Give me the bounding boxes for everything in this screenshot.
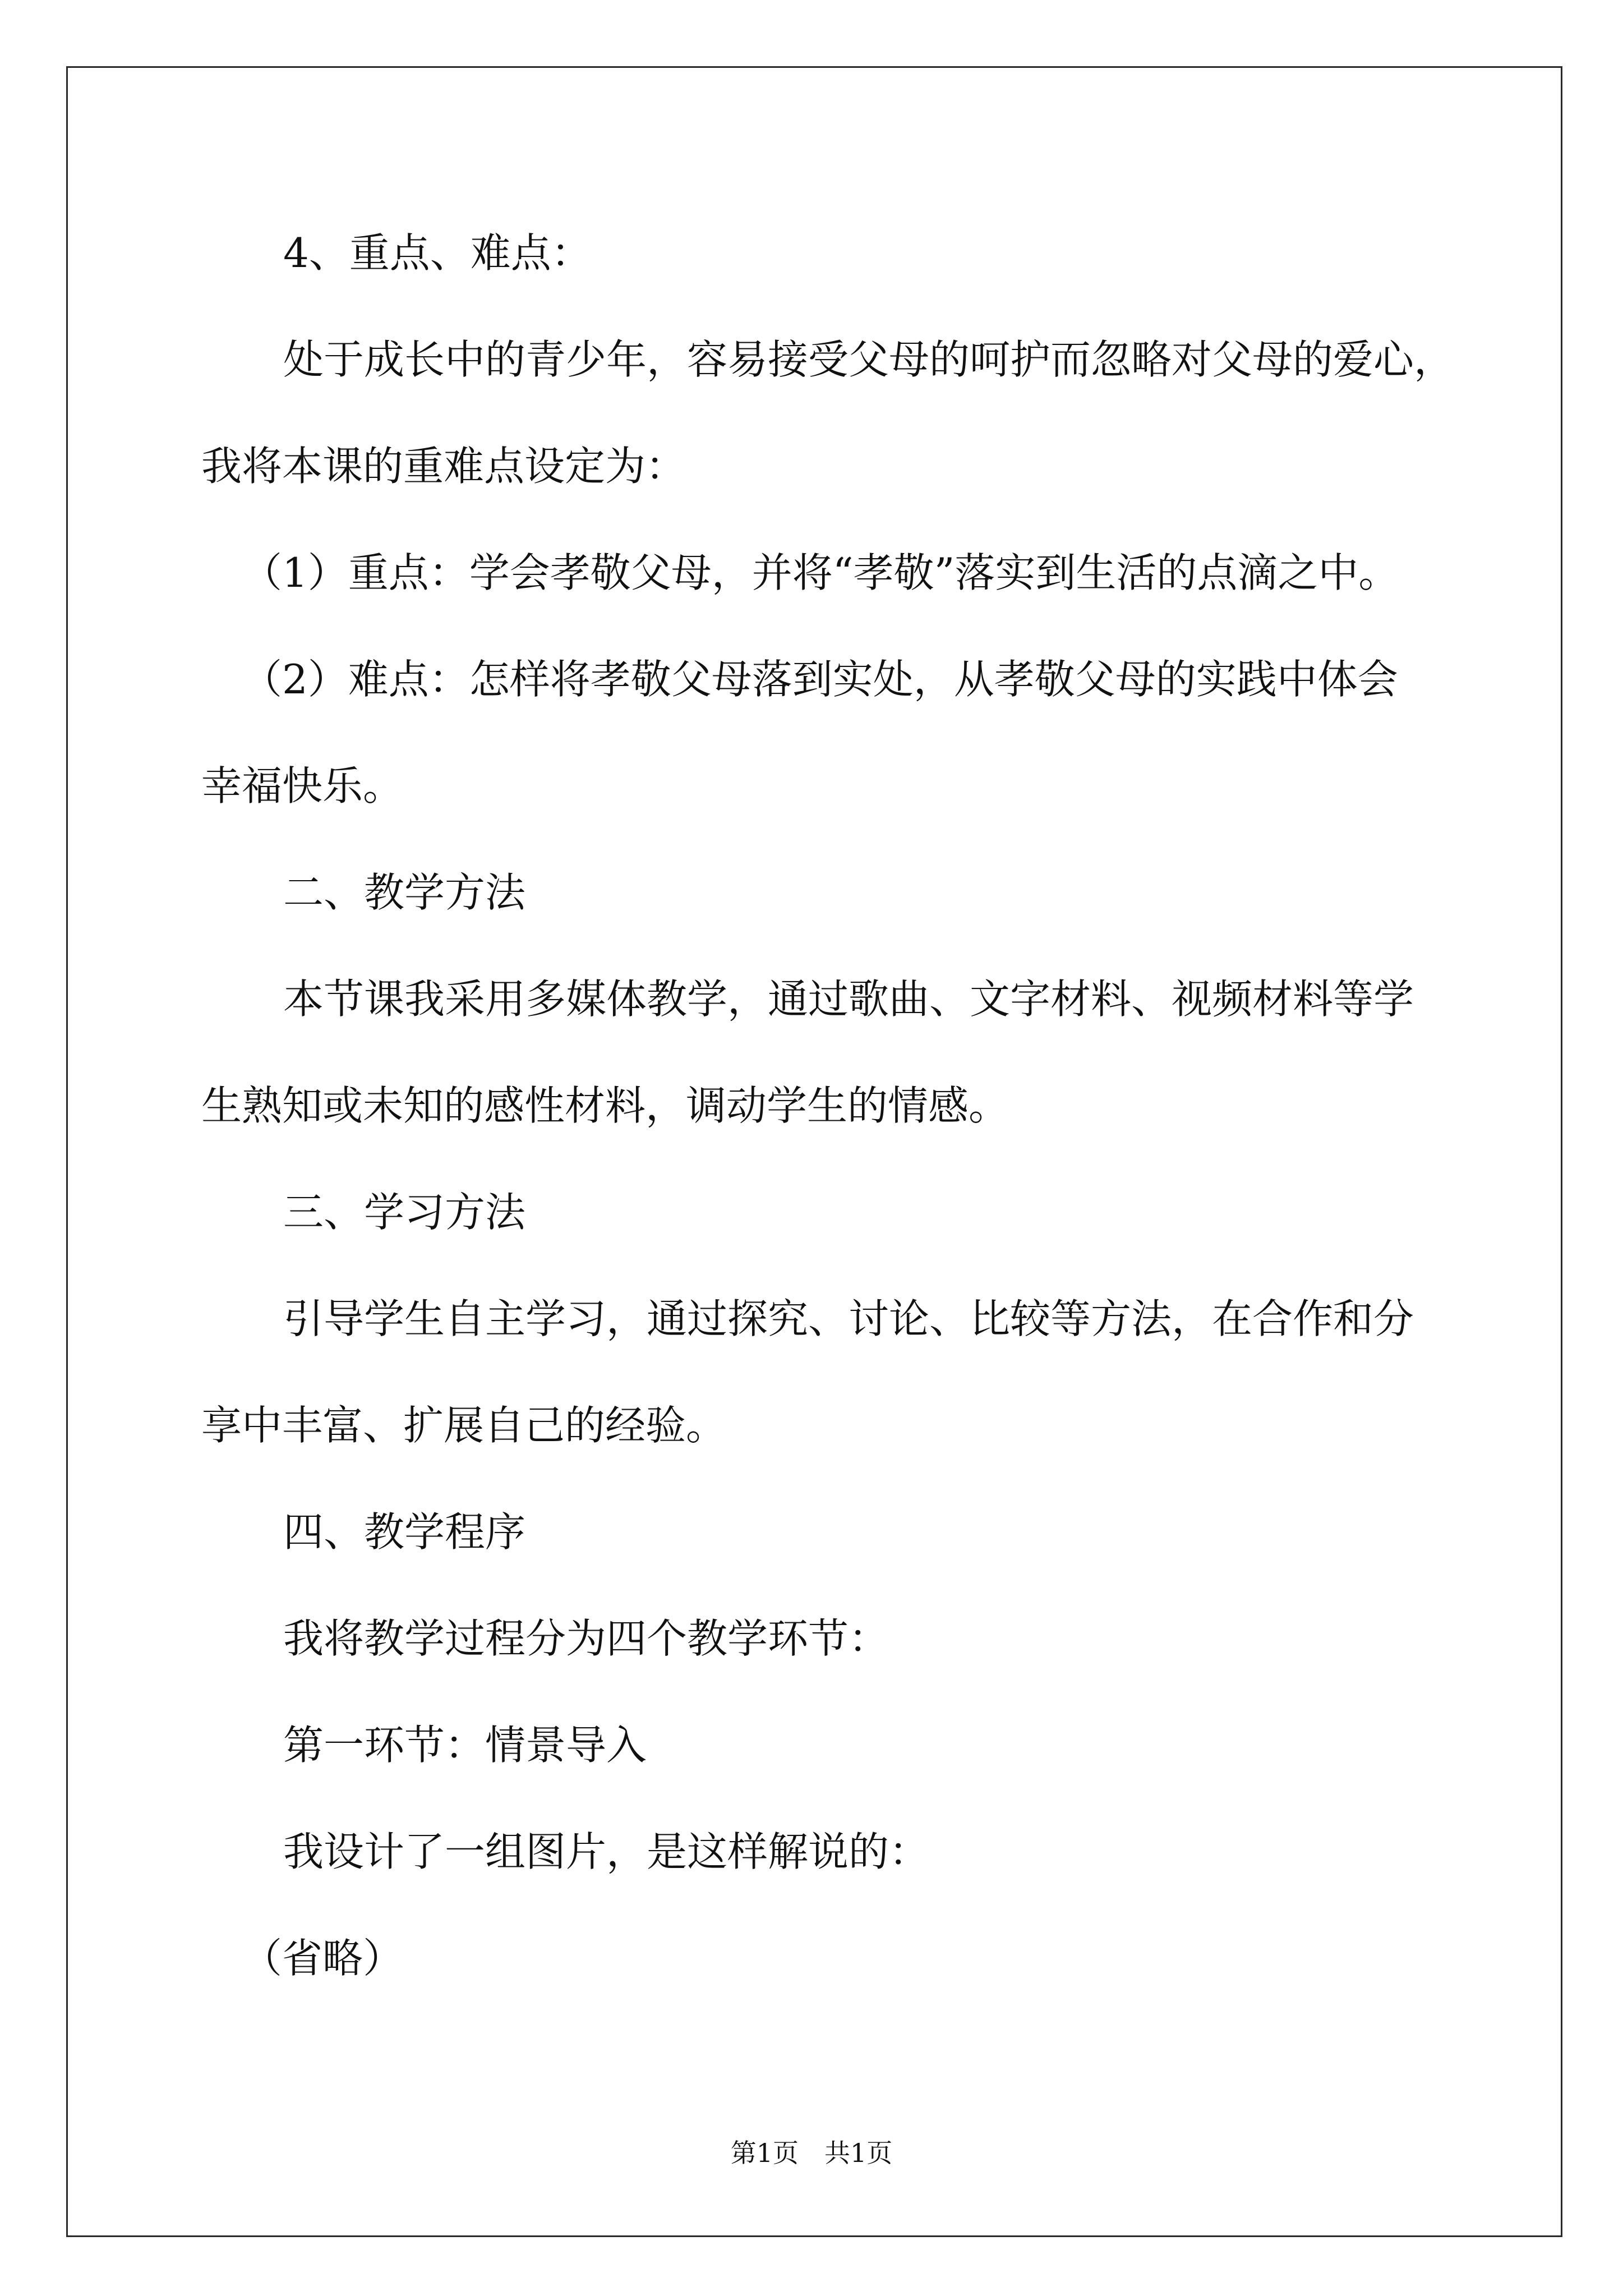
key-point-1 [201,519,1525,626]
text-line: 引导学生自主学习，通过探究、讨论、比较等方法，在合作和分 [283,1295,1414,1342]
stage-1-heading [201,1692,1525,1798]
paragraph-teaching-methods [201,946,1525,1159]
text-line: 本节课我采用多媒体教学，通过歌曲、文字材料、视频材料等学 [283,976,1414,1023]
text-line: 享中丰富、扩展自己的经验。 [201,1402,727,1449]
omitted-note [201,1905,1525,2012]
key-point-2 [201,626,1525,839]
text-line: 我将教学过程分为四个教学环节： [283,1615,889,1662]
text-line: 三、学习方法 [283,1189,526,1236]
paragraph-procedure-intro [201,1585,1525,1692]
text-line: 二、教学方法 [283,869,526,916]
heading-teaching-methods [201,839,1525,946]
text-line: 幸福快乐。 [201,762,404,809]
text-line: 第一环节：情景导入 [283,1722,647,1769]
paragraph-image-intro [201,1798,1525,1905]
heading-learning-methods [201,1159,1525,1266]
document-body [201,200,1525,2012]
text-line: 处于成长中的青少年，容易接受父母的呵护而忽略对父母的爱心， [283,336,1455,383]
text-line: 我设计了一组图片，是这样解说的： [283,1828,930,1875]
heading-teaching-procedure [201,1479,1525,1585]
text-line: 4、重点、难点： [283,229,592,277]
text-line: （2）难点：怎样将孝敬父母落到实处，从孝敬父母的实践中体会 [242,656,1398,703]
paragraph-key-points-intro [201,306,1525,519]
text-line: （省略） [242,1935,404,1982]
text-line: 我将本课的重难点设定为： [201,443,686,490]
text-line: 生熟知或未知的感性材料，调动学生的情感。 [201,1082,1009,1129]
text-line: 四、教学程序 [283,1508,526,1556]
paragraph-learning-methods [201,1266,1525,1479]
page-footer: 第1页 共1页 [730,2138,893,2168]
text-line: （1）重点：学会孝敬父母，并将“孝敬”落实到生活的点滴之中。 [242,549,1399,596]
heading-key-points [201,200,1525,306]
